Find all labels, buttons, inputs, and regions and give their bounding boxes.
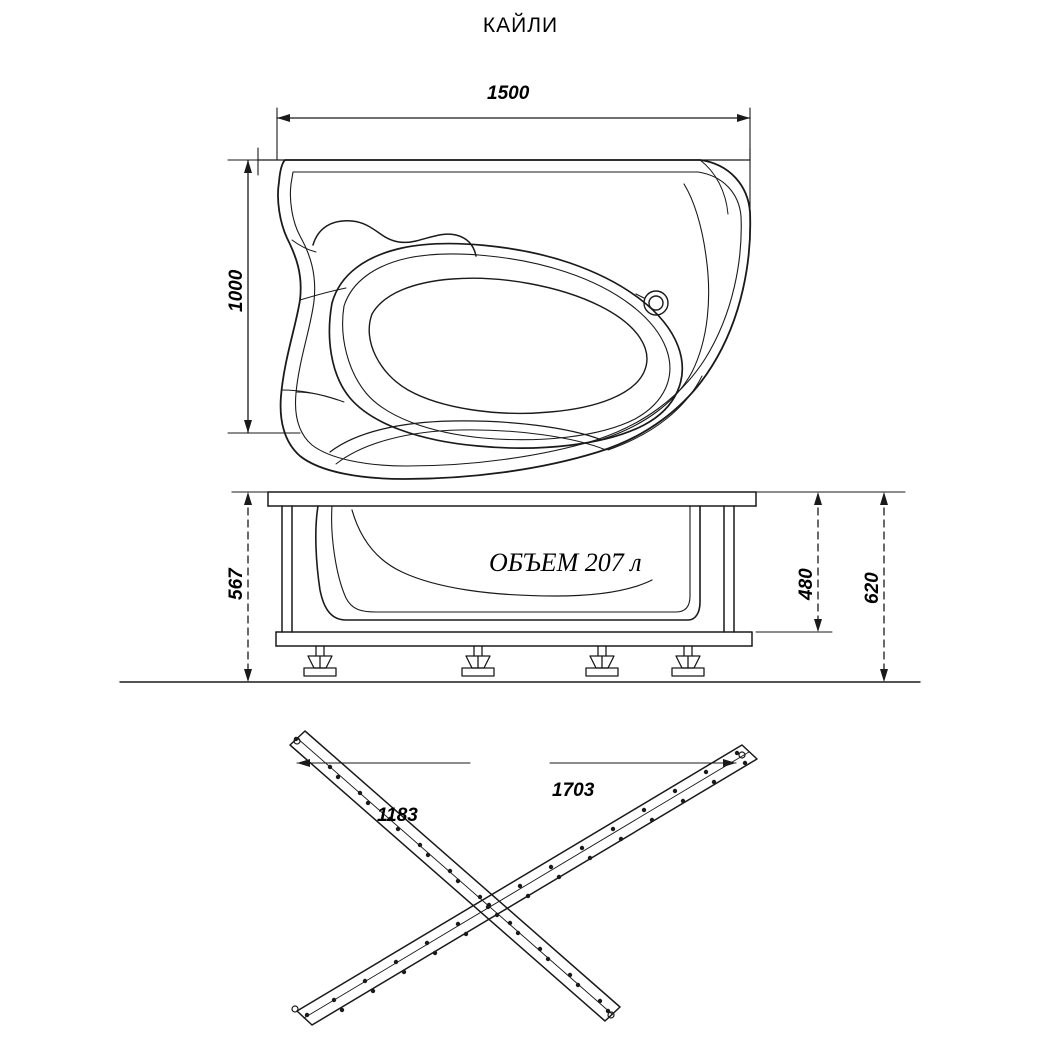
dim-height-620: 620 (862, 572, 883, 604)
dim-height-480: 480 (796, 568, 817, 600)
frame-view (0, 715, 1041, 1045)
top-view (0, 60, 1041, 520)
dim-depth-1000: 1000 (226, 269, 247, 312)
front-view (0, 460, 1041, 720)
dim-frame-1703: 1703 (552, 780, 595, 801)
volume-label: ОБЪЕМ 207 л (489, 548, 642, 577)
page-title: КАЙЛИ (482, 14, 559, 37)
dim-width-1500: 1500 (487, 83, 530, 104)
dim-height-567: 567 (226, 568, 247, 600)
dim-frame-1183: 1183 (377, 805, 418, 826)
